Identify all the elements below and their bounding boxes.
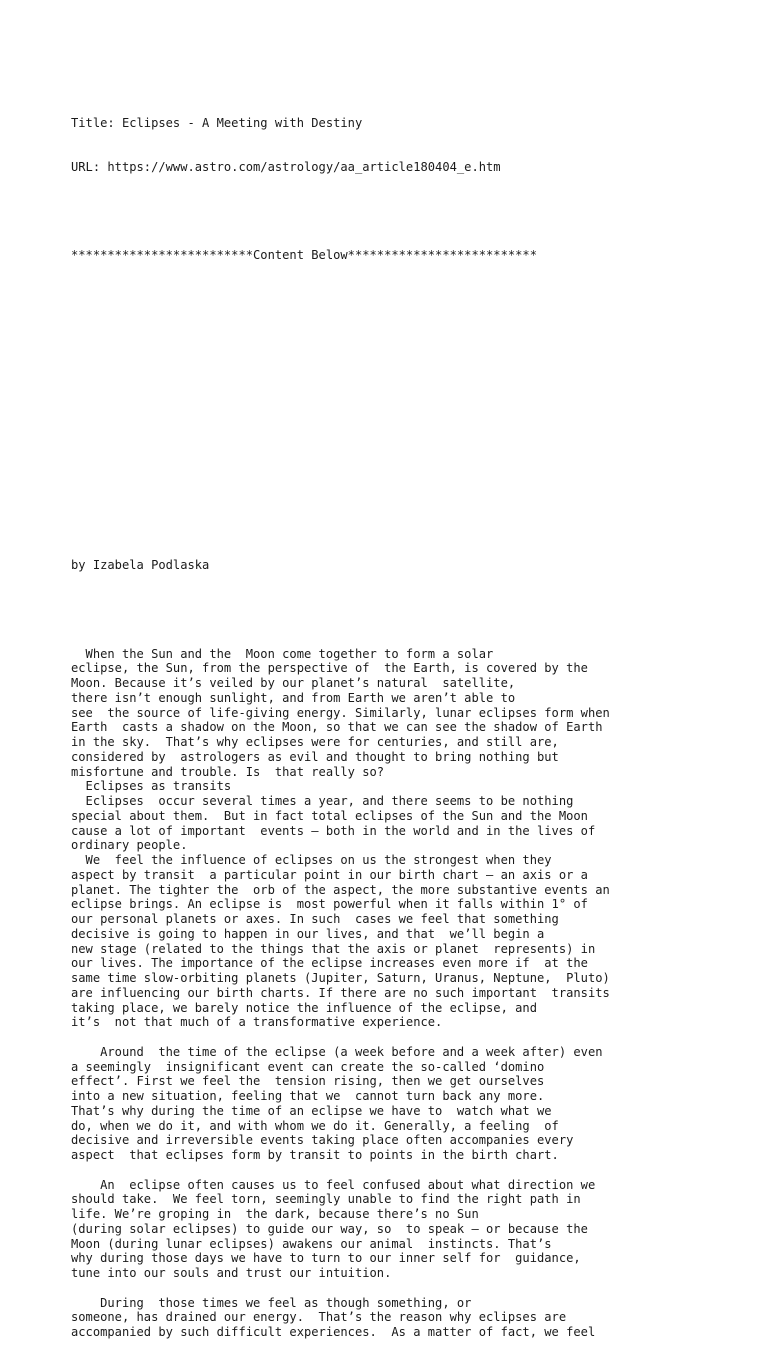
document-page (71, 86, 751, 1355)
body-text-line: Moon (during lunar eclipses) awakens our animal instincts. That’s (71, 1236, 552, 1251)
body-text-line: see the source of life-giving energy. Similarly, lunar eclipses form when (71, 705, 610, 720)
body-text-line: in the sky. That’s why eclipses were for centuries, and still are, (71, 735, 559, 749)
body-text-line: Around the time of the eclipse (a week before and a week after) even (71, 1044, 603, 1059)
article-body (71, 647, 751, 1340)
body-text-line: eclipse brings. An eclipse is most powerful when it falls within 1° of (71, 897, 588, 912)
body-text-line: decisive and irreversible events taking place often accompanies every (71, 1133, 574, 1148)
body-text-line: do, when we do it, and with whom we do it. Generally, a feeling of (71, 1118, 559, 1133)
document-url: URL: https://www.astro.com/astrology/aa_article180404_e.htm (71, 159, 501, 174)
blank-line (71, 381, 751, 396)
blank-line (71, 204, 751, 219)
body-text-line: An eclipse often causes us to feel confused about what direction we (71, 1177, 596, 1192)
body-text-line: misfortune and trouble. Is that really so? (71, 764, 385, 779)
body-text-line: new stage (related to the things that the axis or planet represents) in (71, 941, 596, 956)
blank-line (71, 1281, 751, 1296)
blank-line (71, 1030, 751, 1045)
blank-line (71, 470, 751, 485)
byline: by Izabela Podlaska (71, 558, 210, 572)
body-text-line: same time slow-orbiting planets (Jupiter, Saturn, Uranus, Neptune, Pluto) (71, 971, 610, 985)
body-text-line: When the Sun and the Moon come together to form a solar (71, 646, 494, 661)
body-text-line: someone, has drained our energy. That’s the reason why eclipses are (71, 1310, 567, 1325)
body-text-line: why during those days we have to turn to our inner self for guidance, (71, 1251, 581, 1266)
body-text-line: into a new situation, feeling that we cannot turn back any more. (71, 1089, 545, 1103)
body-text-line: our lives. The importance of the eclipse increases even more if at the (71, 956, 588, 971)
blank-line (71, 1163, 751, 1178)
content-separator: *************************Content Below************************** (71, 248, 537, 263)
body-text-line: effect’. First we feel the tension rising, then we get ourselves (71, 1074, 545, 1089)
blank-line (71, 425, 751, 440)
body-text-line: it’s not that much of a transformative experience. (71, 1015, 443, 1030)
blank-line (71, 514, 751, 529)
body-text-line: aspect that eclipses form by transit to points in the birth chart. (71, 1148, 559, 1162)
body-text-line: cause a lot of important events – both in the world and in the lives of (71, 823, 596, 838)
body-text-line: planet. The tighter the orb of the aspect, the more substantive events an (71, 882, 610, 897)
blank-line (71, 293, 751, 308)
body-text-line: eclipse, the Sun, from the perspective of the Earth, is covered by the (71, 661, 588, 676)
body-text-line: (during solar eclipses) to guide our way, so to speak – or because the (71, 1221, 588, 1236)
body-text-line: Eclipses as transits (71, 779, 232, 794)
body-text-line: considered by astrologers as evil and thought to bring nothing but (71, 749, 559, 764)
body-text-line: special about them. But in fact total eclipses of the Sun and the Moon (71, 808, 588, 823)
body-text-line: a seemingly insignificant event can create the so-called ‘domino (71, 1059, 545, 1074)
body-text-line: should take. We feel torn, seemingly unable to find the right path in (71, 1192, 581, 1207)
body-text-line: tune into our souls and trust our intuition. (71, 1266, 392, 1280)
body-text-line: decisive is going to happen in our lives, and that we’ll begin a (71, 926, 545, 941)
body-text-line: Earth casts a shadow on the Moon, so that we can see the shadow of Earth (71, 720, 603, 735)
body-text-line: aspect by transit a particular point in our birth chart – an axis or a (71, 867, 588, 882)
blank-line (71, 337, 751, 352)
body-text-line: taking place, we barely notice the influence of the eclipse, and (71, 1000, 537, 1015)
body-text-line: accompanied by such difficult experiences. As a matter of fact, we feel (71, 1325, 596, 1339)
body-text-line: We feel the influence of eclipses on us the strongest when they (71, 853, 552, 867)
body-text-line: That’s why during the time of an eclipse we have to watch what we (71, 1103, 552, 1118)
blank-line (71, 602, 751, 617)
body-text-line: During those times we feel as though something, or (71, 1295, 472, 1310)
body-text-line: Eclipses occur several times a year, and there seems to be nothing (71, 794, 574, 808)
body-text-line: our personal planets or axes. In such cases we feel that something (71, 912, 559, 926)
body-text-line: are influencing our birth charts. If there are no such important transits (71, 985, 610, 1000)
body-text-line: Moon. Because it’s veiled by our planet’s natural satellite, (71, 676, 516, 690)
body-text-line: there isn’t enough sunlight, and from Earth we aren’t able to (71, 690, 516, 705)
body-text-line: ordinary people. (71, 838, 188, 853)
body-text-line: life. We’re groping in the dark, because there’s no Sun (71, 1207, 479, 1221)
document-title: Title: Eclipses - A Meeting with Destiny (71, 115, 363, 130)
